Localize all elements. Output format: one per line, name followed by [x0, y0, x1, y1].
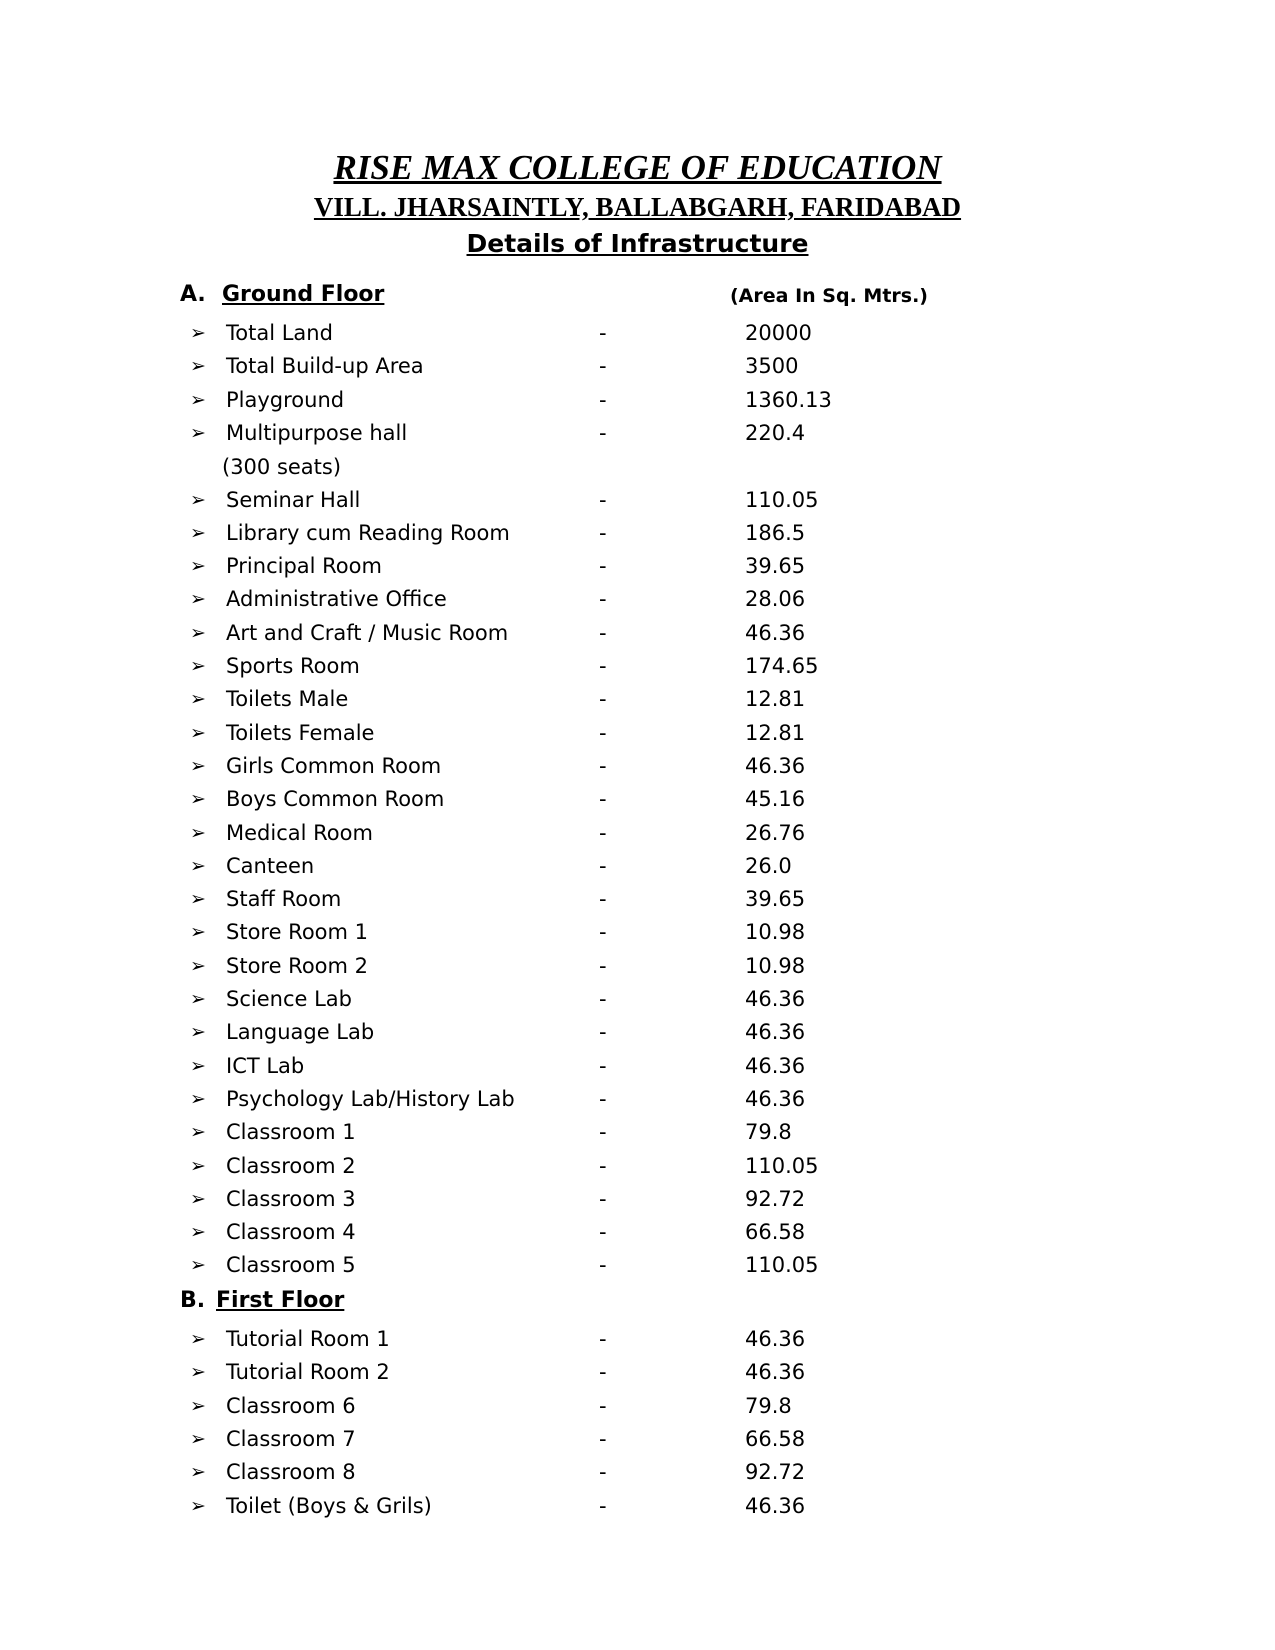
list-item: [0, 1049, 1275, 1083]
list-item: [0, 749, 1275, 783]
item-separator: -: [599, 354, 607, 379]
item-separator: -: [599, 1120, 607, 1145]
arrowhead-bullet-icon: ➢: [190, 621, 206, 644]
item-separator: -: [599, 1493, 607, 1518]
item-separator: -: [599, 1153, 607, 1178]
arrowhead-bullet-icon: ➢: [190, 388, 206, 411]
list-item: [0, 816, 1275, 850]
list-item: [0, 1015, 1275, 1049]
item-name: Classroom 2: [226, 1153, 356, 1178]
item-separator: -: [599, 587, 607, 612]
item-separator: -: [599, 1253, 607, 1278]
list-item: [0, 616, 1275, 650]
section-title: Ground Floor: [222, 282, 385, 307]
item-name: Canteen: [226, 853, 315, 878]
item-area-value: 66.58: [745, 1220, 806, 1245]
item-separator: -: [599, 1053, 607, 1078]
item-separator: -: [599, 820, 607, 845]
item-area-value: 10.98: [745, 920, 806, 945]
item-separator: -: [599, 953, 607, 978]
item-name: Medical Room: [226, 820, 373, 845]
list-item: [0, 1489, 1275, 1523]
item-name: Administrative Office: [226, 587, 447, 612]
arrowhead-bullet-icon: ➢: [190, 322, 206, 344]
arrowhead-bullet-icon: ➢: [190, 521, 206, 544]
item-name: Toilets Male: [226, 687, 349, 712]
item-name: Toilet (Boys & Grils): [226, 1493, 432, 1518]
item-separator: -: [599, 853, 607, 878]
item-name: Tutorial Room 2: [226, 1360, 390, 1385]
item-name: Total Land: [226, 321, 333, 345]
list-item: [0, 582, 1275, 616]
arrowhead-bullet-icon: ➢: [190, 1121, 206, 1144]
item-name: Store Room 2: [226, 953, 369, 978]
item-separator: -: [599, 620, 607, 645]
item-separator: -: [599, 1460, 607, 1485]
list-item: [0, 1455, 1275, 1489]
item-name: Multipurpose hall: [226, 420, 408, 445]
item-area-value: 39.65: [745, 887, 806, 912]
item-area-value: 46.36: [745, 1360, 806, 1385]
item-area-value: 26.76: [745, 820, 806, 845]
item-name: Classroom 5: [226, 1253, 356, 1278]
list-item: [0, 483, 1275, 517]
arrowhead-bullet-icon: ➢: [190, 1054, 206, 1077]
list-item: [0, 1182, 1275, 1216]
item-area-value: 79.8: [745, 1120, 792, 1145]
item-area-value: 110.05: [745, 1253, 819, 1278]
item-name: Store Room 1: [226, 920, 369, 945]
list-item: [0, 1422, 1275, 1456]
arrowhead-bullet-icon: ➢: [190, 355, 206, 378]
item-separator: -: [599, 1327, 607, 1351]
area-unit-label: (Area In Sq. Mtrs.): [730, 285, 928, 307]
item-area-value: 174.65: [745, 654, 819, 678]
arrowhead-bullet-icon: ➢: [190, 1328, 206, 1350]
item-name: Principal Room: [226, 554, 382, 579]
item-area-value: 46.36: [745, 753, 806, 778]
item-name: Science Lab: [226, 987, 352, 1011]
item-area-value: 45.16: [745, 787, 806, 812]
list-item: [0, 949, 1275, 983]
item-area-value: 220.4: [745, 420, 806, 445]
item-area-value: 66.58: [745, 1426, 806, 1451]
arrowhead-bullet-icon: ➢: [190, 988, 206, 1010]
arrowhead-bullet-icon: ➢: [190, 954, 206, 977]
item-name: Staff Room: [226, 887, 342, 912]
item-separator: -: [599, 554, 607, 579]
list-item: [0, 516, 1275, 550]
item-separator: -: [599, 1086, 607, 1111]
item-name: ICT Lab: [226, 1053, 305, 1078]
item-subtext: (300 seats): [222, 454, 342, 479]
arrowhead-bullet-icon: ➢: [190, 555, 206, 578]
arrowhead-bullet-icon: ➢: [190, 1427, 206, 1450]
document-heading: Details of Infrastructure: [466, 229, 809, 258]
arrowhead-bullet-icon: ➢: [190, 655, 206, 677]
item-area-value: 79.8: [745, 1393, 792, 1418]
item-name: Classroom 4: [226, 1220, 356, 1245]
college-address: VILL. JHARSAINTLY, BALLABGARH, FARIDABAD: [313, 192, 962, 222]
item-name: Classroom 1: [226, 1120, 356, 1145]
arrowhead-bullet-icon: ➢: [190, 1494, 206, 1517]
item-name: Art and Craft / Music Room: [226, 620, 509, 645]
item-separator: -: [599, 654, 607, 678]
arrowhead-bullet-icon: ➢: [190, 688, 206, 711]
item-area-value: 186.5: [745, 520, 806, 545]
item-area-value: 12.81: [745, 687, 806, 712]
college-name: RISE MAX COLLEGE OF EDUCATION: [333, 148, 942, 187]
item-separator: -: [599, 887, 607, 912]
item-name: Total Build-up Area: [226, 354, 424, 379]
item-separator: -: [599, 987, 607, 1011]
item-separator: -: [599, 387, 607, 412]
item-name: Playground: [226, 387, 345, 412]
arrowhead-bullet-icon: ➢: [190, 888, 206, 911]
item-area-value: 1360.13: [745, 387, 832, 412]
item-separator: -: [599, 487, 607, 512]
item-area-value: 110.05: [745, 487, 819, 512]
list-item: [0, 549, 1275, 583]
arrowhead-bullet-icon: ➢: [190, 921, 206, 944]
item-name: Library cum Reading Room: [226, 520, 510, 545]
arrowhead-bullet-icon: ➢: [190, 854, 206, 877]
item-separator: -: [599, 321, 607, 345]
arrowhead-bullet-icon: ➢: [190, 1021, 206, 1044]
item-area-value: 46.36: [745, 987, 806, 1011]
list-item: [0, 782, 1275, 816]
item-name: Classroom 6: [226, 1393, 356, 1418]
arrowhead-bullet-icon: ➢: [190, 754, 206, 777]
item-name: Language Lab: [226, 1020, 375, 1045]
list-item: [0, 1115, 1275, 1149]
item-name: Girls Common Room: [226, 753, 442, 778]
section-letter: B.: [180, 1288, 206, 1313]
item-area-value: 28.06: [745, 587, 806, 612]
arrowhead-bullet-icon: ➢: [190, 421, 206, 444]
item-area-value: 12.81: [745, 720, 806, 745]
item-name: Seminar Hall: [226, 487, 361, 512]
item-area-value: 10.98: [745, 953, 806, 978]
list-item: [0, 849, 1275, 883]
list-item: [0, 416, 1275, 479]
item-separator: -: [599, 1393, 607, 1418]
item-area-value: 92.72: [745, 1460, 806, 1485]
item-separator: -: [599, 687, 607, 712]
arrowhead-bullet-icon: ➢: [190, 1461, 206, 1484]
list-item: [0, 1355, 1275, 1389]
item-area-value: 46.36: [745, 1493, 806, 1518]
item-separator: -: [599, 787, 607, 812]
item-name: Toilets Female: [226, 720, 375, 745]
item-separator: -: [599, 1020, 607, 1045]
list-item: [0, 716, 1275, 750]
list-item: [0, 982, 1275, 1016]
item-area-value: 39.65: [745, 554, 806, 579]
list-item: [0, 682, 1275, 716]
list-item: [0, 1149, 1275, 1183]
item-area-value: 46.36: [745, 1327, 806, 1351]
item-name: Boys Common Room: [226, 787, 445, 812]
arrowhead-bullet-icon: ➢: [190, 488, 206, 511]
item-name: Classroom 3: [226, 1186, 356, 1211]
item-area-value: 46.36: [745, 1020, 806, 1045]
item-separator: -: [599, 520, 607, 545]
list-item: [0, 316, 1275, 350]
arrowhead-bullet-icon: ➢: [190, 1361, 206, 1384]
item-area-value: 26.0: [745, 853, 792, 878]
list-item: [0, 1215, 1275, 1249]
arrowhead-bullet-icon: ➢: [190, 1087, 206, 1110]
item-name: Classroom 8: [226, 1460, 356, 1485]
list-item: [0, 882, 1275, 916]
item-separator: -: [599, 1220, 607, 1245]
item-area-value: 20000: [745, 321, 812, 345]
item-name: Sports Room: [226, 654, 360, 678]
arrowhead-bullet-icon: ➢: [190, 1154, 206, 1177]
list-item: [0, 1082, 1275, 1116]
list-item: [0, 649, 1275, 683]
list-item: [0, 1389, 1275, 1423]
arrowhead-bullet-icon: ➢: [190, 788, 206, 811]
arrowhead-bullet-icon: ➢: [190, 1187, 206, 1210]
item-area-value: 46.36: [745, 1053, 806, 1078]
section-title: First Floor: [216, 1288, 345, 1313]
item-separator: -: [599, 1186, 607, 1211]
item-separator: -: [599, 753, 607, 778]
list-item: [0, 915, 1275, 949]
list-item: [0, 1248, 1275, 1282]
item-separator: -: [599, 1360, 607, 1385]
item-separator: -: [599, 1426, 607, 1451]
item-name: Tutorial Room 1: [226, 1327, 390, 1351]
list-item: [0, 383, 1275, 417]
arrowhead-bullet-icon: ➢: [190, 821, 206, 844]
item-area-value: 46.36: [745, 620, 806, 645]
item-area-value: 46.36: [745, 1086, 806, 1111]
item-area-value: 3500: [745, 354, 799, 379]
section-letter: A.: [180, 282, 206, 307]
arrowhead-bullet-icon: ➢: [190, 1394, 206, 1417]
arrowhead-bullet-icon: ➢: [190, 721, 206, 744]
item-area-value: 110.05: [745, 1153, 819, 1178]
item-separator: -: [599, 720, 607, 745]
item-separator: -: [599, 920, 607, 945]
arrowhead-bullet-icon: ➢: [190, 1254, 206, 1277]
arrowhead-bullet-icon: ➢: [190, 588, 206, 611]
list-item: [0, 349, 1275, 383]
item-name: Classroom 7: [226, 1426, 356, 1451]
item-name: Psychology Lab/History Lab: [226, 1086, 515, 1111]
item-separator: -: [599, 420, 607, 445]
arrowhead-bullet-icon: ➢: [190, 1221, 206, 1244]
item-area-value: 92.72: [745, 1186, 806, 1211]
list-item: [0, 1322, 1275, 1356]
